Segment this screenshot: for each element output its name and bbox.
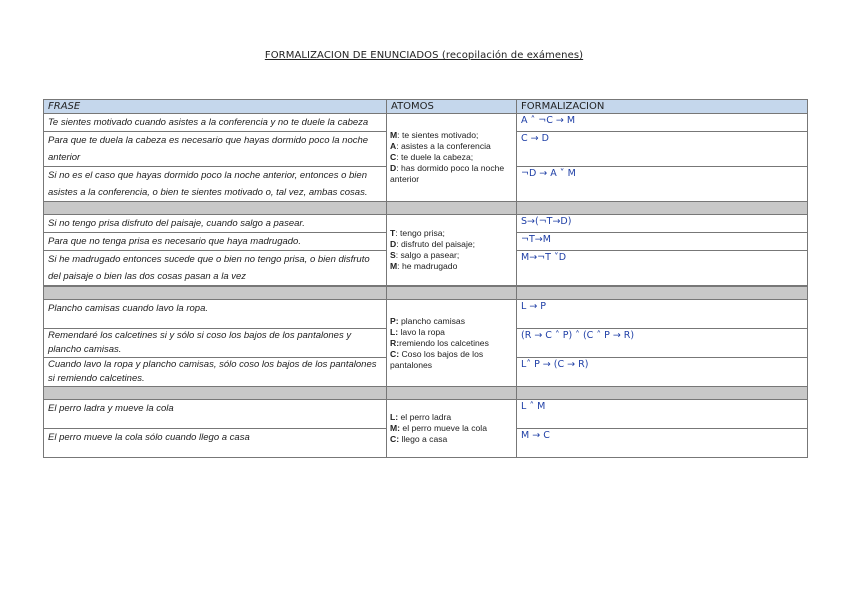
atom-item: R:remiendo los calcetines xyxy=(390,337,489,348)
atom-item: L: el perro ladra xyxy=(390,412,452,422)
table-row xyxy=(44,114,808,132)
atom-item: C: llego a casa xyxy=(390,434,448,444)
document-title: FORMALIZACION DE ENUNCIADOS (recopilación de exámenes) xyxy=(264,50,584,61)
header-frase: FRASE xyxy=(44,100,387,114)
frase-cell: Plancho camisas cuando lavo la ropa. xyxy=(44,300,387,329)
frase-cell: Para que te duela la cabeza es necesario que hayas dormido poco la noche anterior xyxy=(44,132,387,167)
atom-item: D: disfruto del paisaje; xyxy=(390,239,476,249)
formalization-table xyxy=(43,99,808,458)
atom-item: L: lavo la ropa xyxy=(390,326,445,337)
atom-item: C: te duele la cabeza; xyxy=(390,152,474,162)
separator-row xyxy=(44,387,808,400)
frase-cell: Si no es el caso que hayas dormido poco la noche anterior, entonces o bien asistes a la conferencia, o bien te sientes motivado o, tal vez, ambas cosas. xyxy=(44,167,387,202)
frase-cell: El perro mueve la cola sólo cuando llego a casa xyxy=(44,429,387,458)
table-header-row xyxy=(44,100,808,114)
atom-item: M: he madrugado xyxy=(390,261,458,271)
frase-cell: Si he madrugado entonces sucede que o bien no tengo prisa, o bien disfruto del paisaje o bien las dos cosas pasan a la vez xyxy=(44,251,387,286)
atoms-cell xyxy=(387,300,517,387)
frase-cell: Cuando lavo la ropa y plancho camisas, sólo coso los bajos de los pantalones si remiendo calcetines. xyxy=(44,358,387,387)
atom-item: D: has dormido poco la noche anterior xyxy=(390,163,505,184)
formula-cell: A ˄ ¬C → M xyxy=(517,114,808,132)
atom-item: M: el perro mueve la cola xyxy=(390,423,487,433)
atoms-cell xyxy=(387,400,517,458)
frase-cell: Remendaré los calcetines si y sólo si coso los bajos de los pantalones y plancho camisas. xyxy=(44,329,387,358)
atom-item: S: salgo a pasear; xyxy=(390,250,460,260)
formula-cell: C → D xyxy=(517,132,808,167)
atom-item: M: te sientes motivado; xyxy=(390,130,479,140)
table-row xyxy=(44,215,808,233)
table-row xyxy=(44,400,808,429)
header-formalizacion: FORMALIZACION xyxy=(517,100,808,114)
frase-cell: Te sientes motivado cuando asistes a la conferencia y no te duele la cabeza xyxy=(44,114,387,132)
formula-cell: L ˄ M xyxy=(517,400,808,429)
formula-cell: S→(¬T→D) xyxy=(517,215,808,233)
formula-cell: ¬D → A ˅ M xyxy=(517,167,808,202)
frase-cell: Para que no tenga prisa es necesario que haya madrugado. xyxy=(44,233,387,251)
frase-cell: Si no tengo prisa disfruto del paisaje, cuando salgo a pasear. xyxy=(44,215,387,233)
formula-cell: ¬T→M xyxy=(517,233,808,251)
formula-cell: L → P xyxy=(517,300,808,329)
atom-item: T: tengo prisa; xyxy=(390,228,445,238)
frase-cell: El perro ladra y mueve la cola xyxy=(44,400,387,429)
formula-cell: L˄ P → (C → R) xyxy=(517,358,808,387)
separator-row xyxy=(44,287,808,300)
atom-item: C: Coso los bajos de los pantalones xyxy=(390,348,484,370)
atom-item: P: plancho camisas xyxy=(390,315,465,326)
separator-row xyxy=(44,202,808,215)
header-atomos: ATOMOS xyxy=(387,100,517,114)
formula-cell: M→¬T ˅D xyxy=(517,251,808,286)
formula-cell: (R → C ˄ P) ˄ (C ˄ P → R) xyxy=(517,329,808,358)
atom-item: A: asistes a la conferencia xyxy=(390,141,491,151)
atoms-cell xyxy=(387,114,517,202)
atoms-cell xyxy=(387,215,517,286)
formula-cell: M → C xyxy=(517,429,808,458)
table-row xyxy=(44,300,808,329)
